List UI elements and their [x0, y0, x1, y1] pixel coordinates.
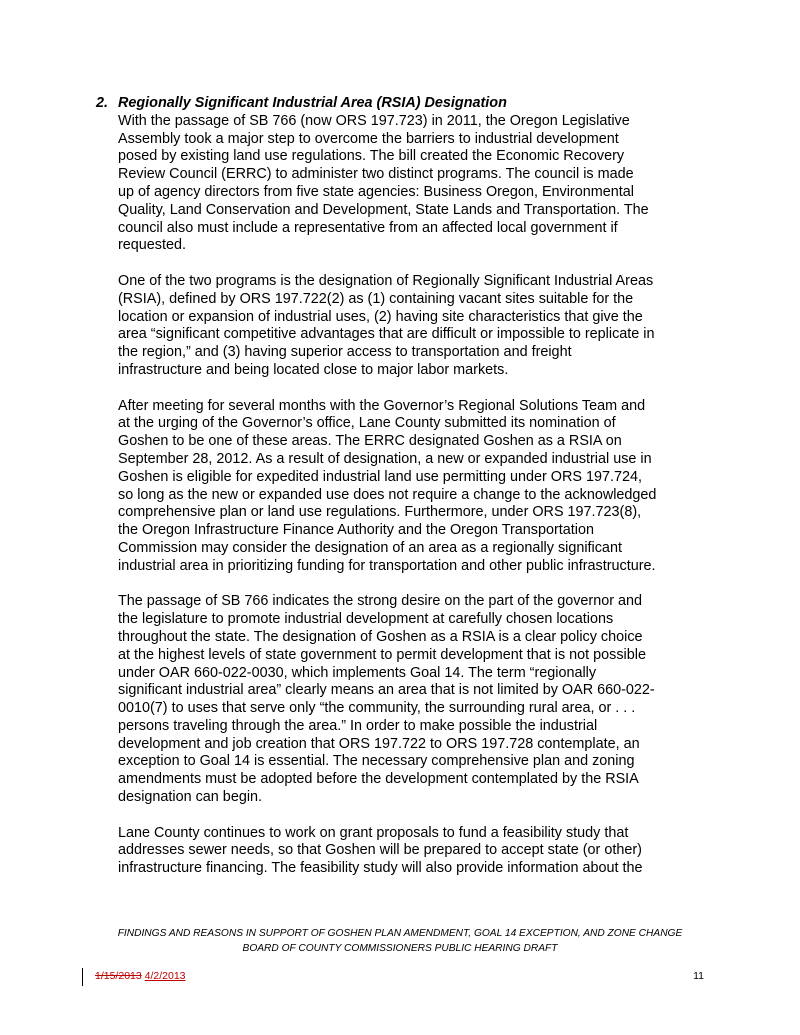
text-line: Assembly took a major step to overcome the barriers to industrial development [118, 130, 619, 147]
text-line: development and job creation that ORS 197.722 to ORS 197.728 contemplate, an [118, 735, 640, 752]
text-line: significant industrial area” clearly means an area that is not limited by OAR 660-022- [118, 682, 655, 699]
text-line: designation can begin. [118, 789, 263, 806]
text-line: the legislature to promote industrial development at carefully chosen locations [118, 611, 614, 628]
inserted-date: 4/2/2013 [144, 970, 186, 982]
text-line: (RSIA), defined by ORS 197.722(2) as (1) containing vacant sites suitable for the [118, 290, 634, 307]
text-line: Commission may consider the designation of an area as a regionally significant [118, 539, 622, 556]
text-line: Review Council (ERRC) to administer two distinct programs. The council is made [118, 166, 634, 183]
text-line: The passage of SB 766 indicates the strong desire on the part of the governor and [118, 593, 643, 610]
text-line: exception to Goal 14 is essential. The necessary comprehensive plan and zoning [118, 753, 635, 770]
text-line: area “significant competitive advantages that are difficult or impossible to replicate in [118, 326, 655, 343]
paragraph [118, 113, 716, 255]
text-line: After meeting for several months with the Governor’s Regional Solutions Team and [118, 397, 646, 414]
revision-change-bar [82, 968, 83, 986]
section-2 [96, 95, 716, 896]
text-line: so long as the new or expanded use does not require a change to the acknowledged [118, 486, 657, 503]
paragraph [118, 825, 716, 878]
text-line: location or expansion of industrial uses, (2) having site characteristics that give the [118, 308, 643, 325]
text-line: requested. [118, 237, 187, 254]
deleted-date: 1/15/2013 [95, 970, 142, 982]
text-line: council also must include a representative from an affected local government if [118, 219, 618, 236]
text-line: One of the two programs is the designation of Regionally Significant Industrial Areas [118, 272, 654, 289]
paragraph [118, 273, 716, 380]
footer-line-1: FINDINGS AND REASONS IN SUPPORT OF GOSHEN PLAN AMENDMENT, GOAL 14 EXCEPTION, AND ZONE CHANGE [117, 928, 683, 939]
page-number: 11 [693, 970, 704, 982]
text-line: persons traveling through the area.” In order to make possible the industrial [118, 717, 598, 734]
text-line: posed by existing land use regulations. The bill created the Economic Recovery [118, 148, 625, 165]
text-line: addresses sewer needs, so that Goshen will be prepared to accept state (or other) [118, 842, 642, 859]
text-line: Lane County continues to work on grant proposals to fund a feasibility study that [118, 824, 629, 841]
text-line: September 28, 2012. As a result of designation, a new or expanded industrial use in [118, 450, 652, 467]
text-line: infrastructure financing. The feasibility study will also provide information about the [118, 860, 643, 877]
text-line: With the passage of SB 766 (now ORS 197.723) in 2011, the Oregon Legislative [118, 112, 630, 129]
text-line: 0010(7) to uses that serve only “the community, the surrounding rural area, or . . . [118, 700, 636, 717]
text-line: comprehensive plan or land use regulations. Furthermore, under ORS 197.723(8), [118, 504, 642, 521]
text-line: at the urging of the Governor’s office, Lane County submitted its nomination of [118, 415, 616, 432]
text-line: at the highest levels of state government to permit development that is not possible [118, 646, 646, 663]
paragraph [118, 398, 716, 576]
section-body [96, 113, 716, 878]
text-line: industrial area in prioritizing funding for transportation and other public infrastructure. [118, 557, 656, 574]
section-number: 2. [96, 95, 109, 111]
text-line: Quality, Land Conservation and Development, State Lands and Transportation. The [118, 201, 649, 218]
text-line: the Oregon Infrastructure Finance Authority and the Oregon Transportation [118, 522, 594, 539]
section-title: Regionally Significant Industrial Area (RSIA) Designation [118, 95, 507, 111]
text-line: infrastructure and being located close to major labor markets. [118, 361, 509, 378]
text-line: the region,” and (3) having superior access to transportation and freight [118, 344, 572, 361]
footer [0, 926, 800, 956]
footer-line-2: BOARD OF COUNTY COMMISSIONERS PUBLIC HEARING DRAFT [242, 943, 558, 954]
text-line: Goshen to be one of these areas. The ERRC designated Goshen as a RSIA on [118, 433, 622, 450]
text-line: amendments must be adopted before the development contemplated by the RSIA [118, 771, 639, 788]
text-line: up of agency directors from five state agencies: Business Oregon, Environmental [118, 183, 634, 200]
section-heading [96, 95, 716, 113]
revision-date [95, 970, 186, 982]
text-line: under OAR 660-022-0030, which implements Goal 14. The term “regionally [118, 664, 597, 681]
text-line: throughout the state. The designation of Goshen as a RSIA is a clear policy choice [118, 628, 643, 645]
paragraph [118, 593, 716, 807]
text-line: Goshen is eligible for expedited industrial land use permitting under ORS 197.724, [118, 468, 642, 485]
